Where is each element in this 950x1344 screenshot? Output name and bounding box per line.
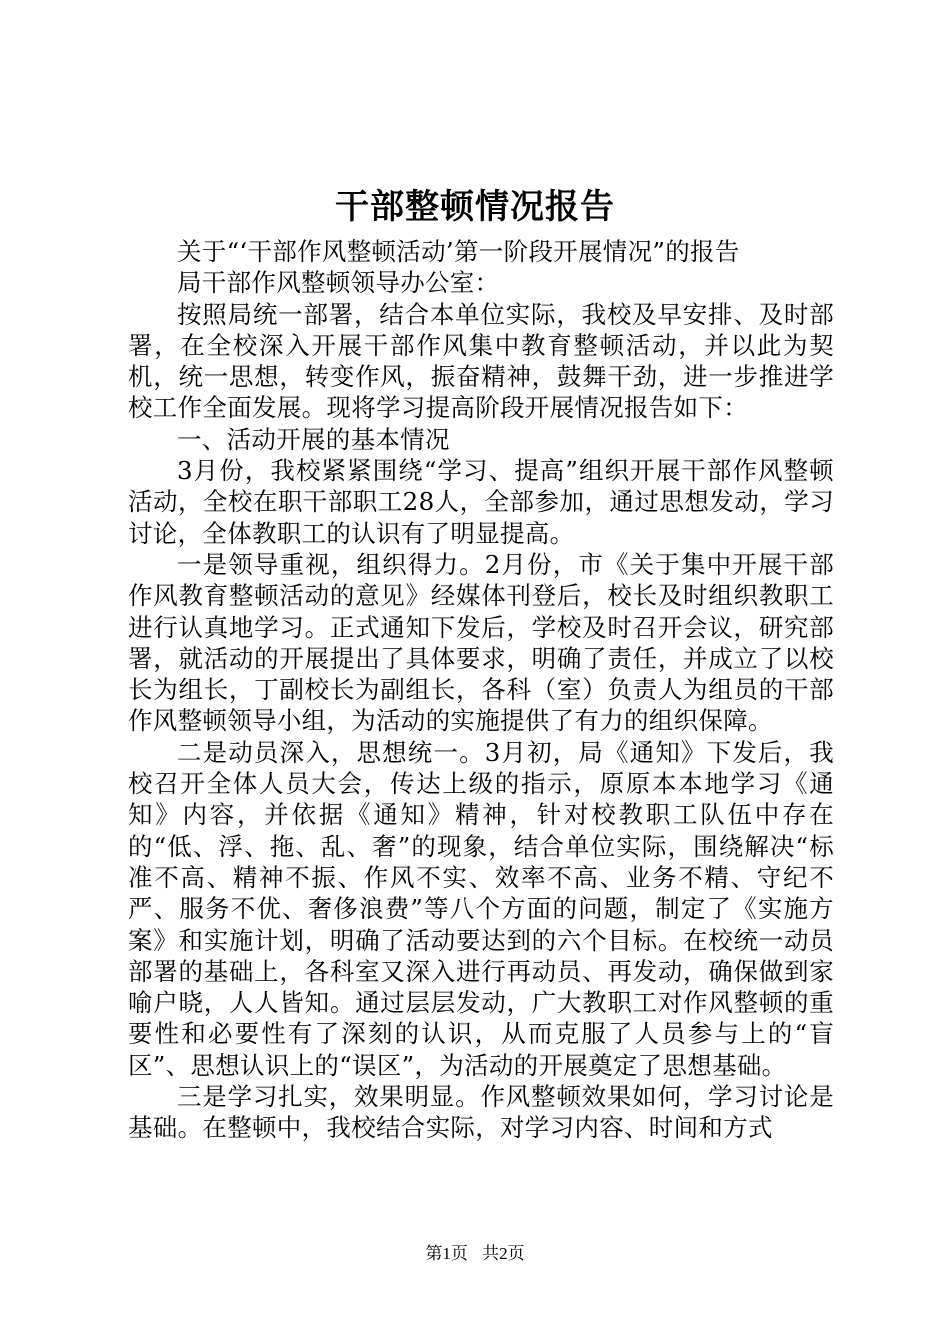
document-title: 干部整顿情况报告 xyxy=(335,187,615,227)
page-footer xyxy=(0,1242,950,1266)
body-paragraph: 按照局统一部署，结合本单位实际，我校及早安排、及时部署，在全校深入开展干部作风集中教育整顿活动，并以此为契机，统一思想，转变作风，振奋精神，鼓舞干劲，进一步推进学校工作全面发展。现将学习提高阶段开展情况报告如下： xyxy=(128,299,834,423)
section-heading: 一、活动开展的基本情况 xyxy=(177,424,450,454)
recipient-line: 局干部作风整顿领导办公室： xyxy=(177,268,500,298)
body-paragraph: 二是动员深入，思想统一。3月初，局《通知》下发后，我校召开全体人员大会，传达上级的指示，原原本本地学习《通知》内容，并依据《通知》精神，针对校教职工队伍中存在的“低、浮、拖、乱、奢”的现象，结合单位实际，围绕解决“标准不高、精神不振、作风不实、效率不高、业务不精、守纪不严、服务不优、奢侈浪费”等八个方面的问题，制定了《实施方案》和实施计划，明确了活动要达到的六个目标。在校统一动员部署的基础上，各科室又深入进行再动员、再发动，确保做到家喻户晓，人人皆知。通过层层发动，广大教职工对作风整顿的重要性和必要性有了深刻的认识，从而克服了人员参与上的“盲区”、思想认识上的“误区”，为活动的开展奠定了思想基础。 xyxy=(128,737,834,1080)
document-body xyxy=(128,236,834,1144)
page-number: 第1页 xyxy=(425,1244,468,1263)
body-paragraph: 3月份，我校紧紧围绕“学习、提高”组织开展干部作风整顿活动，全校在职干部职工28人，全部参加，通过思想发动，学习讨论，全体教职工的认识有了明显提高。 xyxy=(128,456,834,548)
report-subject-line: 关于“‘干部作风整顿活动’第一阶段开展情况”的报告 xyxy=(177,237,740,266)
page-total: 共2页 xyxy=(482,1244,525,1263)
body-paragraph: 三是学习扎实，效果明显。作风整顿效果如何，学习讨论是基础。在整顿中，我校结合实际，对学习内容、时间和方式 xyxy=(128,1082,834,1143)
body-paragraph: 一是领导重视，组织得力。2月份，市《关于集中开展干部作风教育整顿活动的意见》经媒体刊登后，校长及时组织教职工进行认真地学习。正式通知下发后，学校及时召开会议，研究部署，就活动的开展提出了具体要求，明确了责任，并成立了以校长为组长，丁副校长为副组长，各科（室）负责人为组员的干部作风整顿领导小组，为活动的实施提供了有力的组织保障。 xyxy=(128,549,834,736)
